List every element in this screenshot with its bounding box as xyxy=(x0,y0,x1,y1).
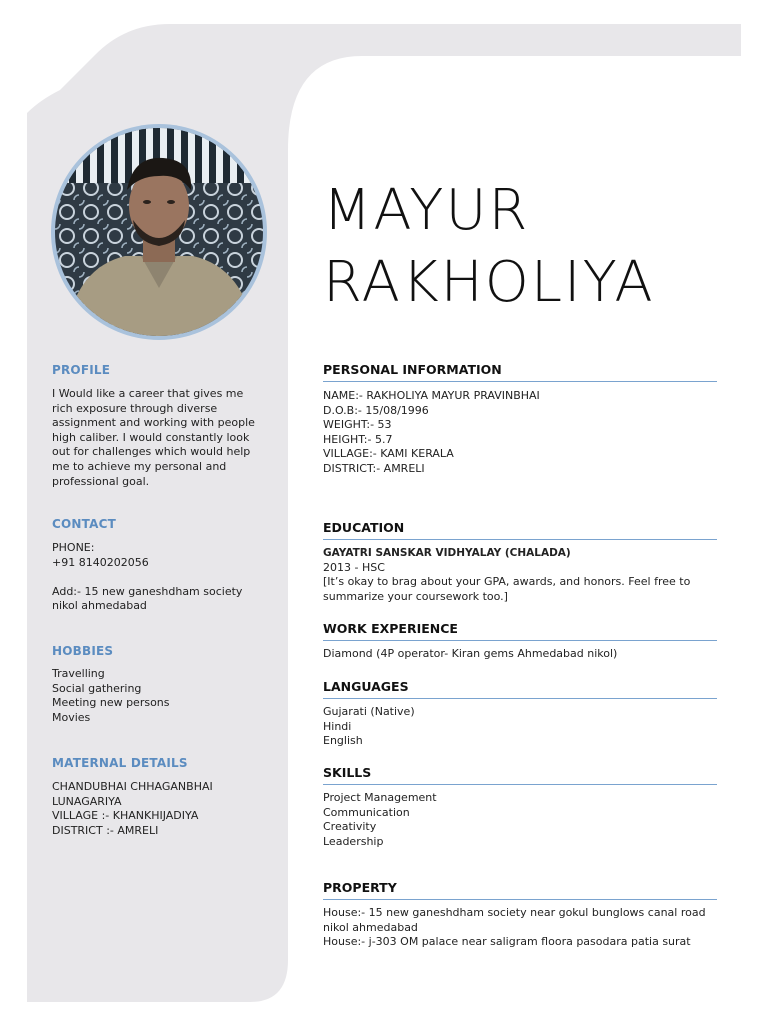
hobby-item: Meeting new persons xyxy=(52,696,170,710)
profile-line: me to achieve my personal and xyxy=(52,459,227,473)
maternal-line: VILLAGE :- KHANKHIJADIYA xyxy=(52,809,199,823)
hobby-item: Travelling xyxy=(52,667,105,680)
profile-line: high caliber. I would constantly look xyxy=(52,430,250,444)
languages-heading: LANGUAGES xyxy=(323,679,717,699)
skill-item: Leadership xyxy=(323,834,384,848)
hobbies-list xyxy=(52,667,170,725)
profile-photo xyxy=(51,124,267,340)
contact-heading: CONTACT xyxy=(52,517,116,531)
phone-number: +91 8140202056 xyxy=(52,555,149,569)
profile-line: I Would like a career that gives me xyxy=(52,387,244,400)
education-school: GAYATRI SANSKAR VIDHYALAY (CHALADA) xyxy=(323,547,571,559)
education-line: summarize your coursework too.] xyxy=(323,589,508,603)
property-heading: PROPERTY xyxy=(323,880,717,900)
property-line: House:- j-303 OM palace near saligram floora pasodara patia surat xyxy=(323,935,691,949)
education-block xyxy=(323,546,723,604)
language-item: English xyxy=(323,734,363,748)
education-line: [It’s okay to brag about your GPA, awards, and honors. Feel free to xyxy=(323,575,691,589)
maternal-line: CHANDUBHAI CHHAGANBHAI xyxy=(52,780,213,793)
contact-block xyxy=(52,541,242,614)
profile-text xyxy=(52,387,255,489)
language-item: Hindi xyxy=(323,719,352,733)
maternal-line: LUNAGARIYA xyxy=(52,794,122,808)
profile-line: out for challenges which would help xyxy=(52,445,251,459)
work-heading: WORK EXPERIENCE xyxy=(323,621,717,641)
phone-label: PHONE: xyxy=(52,541,95,554)
personal-heading: PERSONAL INFORMATION xyxy=(323,362,717,382)
personal-line: VILLAGE:- KAMI KERALA xyxy=(323,447,454,461)
skill-item: Creativity xyxy=(323,820,377,834)
hobby-item: Social gathering xyxy=(52,681,142,695)
property-line: nikol ahmedabad xyxy=(323,920,418,934)
profile-heading: PROFILE xyxy=(52,363,111,377)
profile-line: assignment and working with people xyxy=(52,416,255,430)
work-block xyxy=(323,647,723,662)
name-last: RAKHOLIYA xyxy=(323,250,655,315)
maternal-line: DISTRICT :- AMRELI xyxy=(52,823,159,837)
work-line: Diamond (4P operator- Kiran gems Ahmedabad nikol) xyxy=(323,647,618,660)
skills-list xyxy=(323,791,723,849)
language-item: Gujarati (Native) xyxy=(323,705,415,718)
hobbies-heading: HOBBIES xyxy=(52,644,114,658)
languages-list xyxy=(323,705,723,749)
maternal-heading: MATERNAL DETAILS xyxy=(52,756,188,770)
profile-line: professional goal. xyxy=(52,474,150,488)
personal-block xyxy=(323,389,723,477)
education-heading: EDUCATION xyxy=(323,520,717,540)
hobby-item: Movies xyxy=(52,710,91,724)
personal-line: D.O.B:- 15/08/1996 xyxy=(323,403,429,417)
profile-line: rich exposure through diverse xyxy=(52,401,218,415)
personal-line: HEIGHT:- 5.7 xyxy=(323,432,393,446)
skills-heading: SKILLS xyxy=(323,765,717,785)
personal-line: WEIGHT:- 53 xyxy=(323,418,392,432)
education-line: 2013 - HSC xyxy=(323,560,385,574)
address-line: nikol ahmedabad xyxy=(52,599,147,613)
skill-item: Project Management xyxy=(323,791,437,804)
property-block xyxy=(323,906,723,950)
maternal-block xyxy=(52,780,213,838)
name-first: MAYUR xyxy=(323,178,530,243)
personal-line: DISTRICT:- AMRELI xyxy=(323,461,425,475)
address-line: Add:- 15 new ganeshdham society xyxy=(52,584,243,598)
personal-line: NAME:- RAKHOLIYA MAYUR PRAVINBHAI xyxy=(323,389,540,402)
skill-item: Communication xyxy=(323,805,410,819)
property-line: House:- 15 new ganeshdham society near gokul bunglows canal road xyxy=(323,906,706,919)
